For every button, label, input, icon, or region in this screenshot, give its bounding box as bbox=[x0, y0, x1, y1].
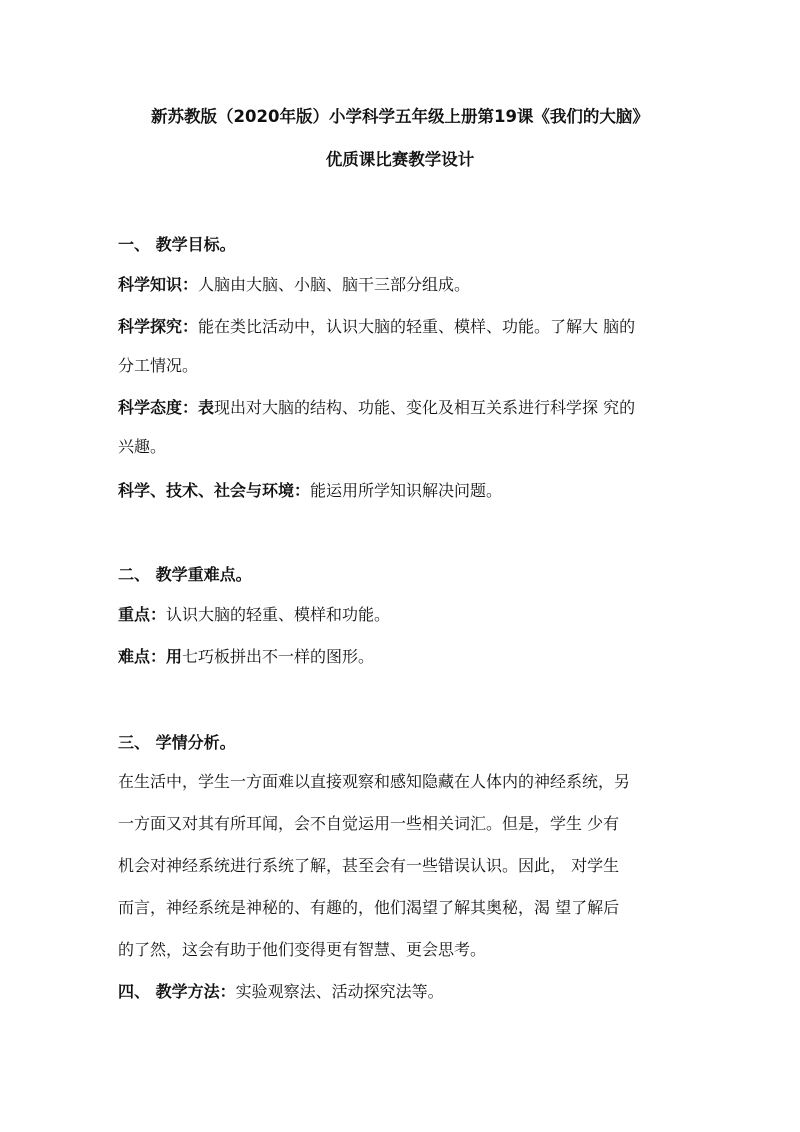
document-subtitle: 优质课比赛教学设计 bbox=[325, 150, 475, 169]
objective-attitude bbox=[118, 397, 698, 419]
objective-sts-text: 能运用所学知识解决问题。 bbox=[310, 481, 503, 500]
section-heading-objectives: 一、 教学目标。 bbox=[118, 235, 236, 254]
objective-attitude-label: 科学态度：表 bbox=[118, 398, 215, 417]
objective-inquiry-text: 能在类比活动中，认识大脑的轻重、模样、功能。了解大 脑的 bbox=[198, 317, 636, 336]
objective-sts-label: 科学、技术、社会与环境： bbox=[118, 481, 311, 500]
objective-inquiry-label: 科学探究： bbox=[118, 317, 199, 336]
document-title: 新苏教版（2020年版）小学科学五年级上册第19课《我们的大脑》 bbox=[151, 107, 649, 126]
learner-analysis-line-3: 机会对神经系统进行系统了解，甚至会有一些错误认识。因此， 对学生 bbox=[118, 856, 620, 875]
objective-attitude-text: 现出对大脑的结构、功能、变化及相互关系进行科学探 究的 bbox=[214, 398, 636, 417]
objective-attitude-continued: 兴趣。 bbox=[118, 437, 167, 456]
section-heading-learner-analysis: 三、 学情分析。 bbox=[118, 733, 236, 752]
objective-knowledge-text: 人脑由大脑、小脑、脑干三部分组成。 bbox=[198, 275, 471, 294]
difficult-point bbox=[118, 646, 698, 668]
key-point-label: 重点： bbox=[118, 605, 167, 624]
learner-analysis-line-2: 一方面又对其有所耳闻，会不自觉运用一些相关词汇。但是，学生 少有 bbox=[118, 814, 620, 833]
learner-analysis-line-1: 在生活中，学生一方面难以直接观察和感知隐藏在人体内的神经系统，另 bbox=[118, 772, 631, 791]
teaching-methods-text: 实验观察法、活动探究法等。 bbox=[235, 982, 444, 1001]
objective-knowledge-label: 科学知识： bbox=[118, 275, 199, 294]
learner-analysis-line-5: 的了然，这会有助于他们变得更有智慧、更会思考。 bbox=[118, 940, 487, 959]
section-heading-key-points: 二、 教学重难点。 bbox=[118, 565, 252, 584]
teaching-methods bbox=[118, 981, 698, 1003]
learner-analysis-line-4: 而言，神经系统是神秘的、有趣的，他们渴望了解其奥秘，渴 望了解后 bbox=[118, 898, 620, 917]
key-point-text: 认识大脑的轻重、模样和功能。 bbox=[166, 605, 391, 624]
objective-inquiry-continued: 分工情况。 bbox=[118, 356, 199, 375]
difficult-point-text: 七巧板拼出不一样的图形。 bbox=[182, 647, 375, 666]
key-point bbox=[118, 604, 698, 626]
difficult-point-label: 难点：用 bbox=[118, 647, 183, 666]
section-heading-teaching-methods: 四、 教学方法： bbox=[118, 982, 236, 1001]
objective-inquiry bbox=[118, 316, 698, 338]
objective-knowledge bbox=[118, 274, 698, 296]
objective-sts bbox=[118, 480, 698, 502]
